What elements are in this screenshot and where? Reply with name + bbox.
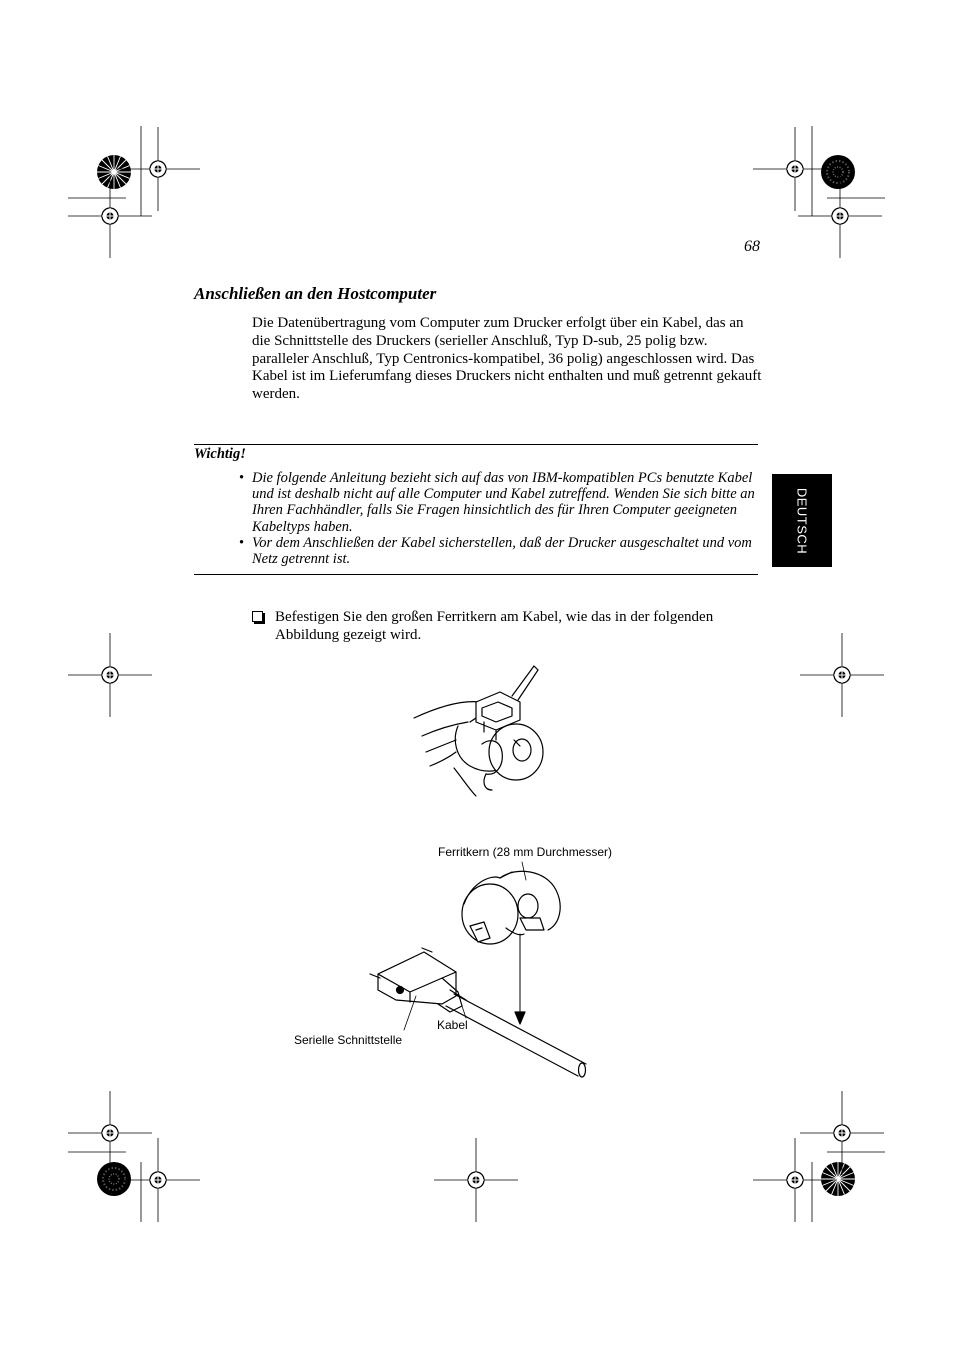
bullet-icon: • bbox=[239, 470, 245, 486]
registration-mark-icon bbox=[434, 1138, 518, 1222]
registration-mark-icon bbox=[800, 633, 884, 717]
star-target-icon bbox=[97, 155, 131, 189]
note-title: Wichtig! bbox=[194, 446, 246, 462]
language-side-tab bbox=[772, 474, 832, 567]
section-title: Anschließen an den Hostcomputer bbox=[194, 284, 437, 303]
step-instruction bbox=[252, 609, 762, 645]
page-number: 68 bbox=[744, 238, 760, 255]
note-item-text: Vor dem Anschließen der Kabel sicherstellen, daß der Drucker ausgeschaltet und vom Netz getrennt ist. bbox=[252, 534, 752, 568]
dot-target-icon bbox=[97, 1162, 131, 1196]
registration-mark-icon bbox=[68, 1091, 152, 1175]
note-bottom-rule bbox=[194, 574, 758, 575]
note-list bbox=[236, 470, 756, 567]
registration-mark-icon bbox=[800, 1091, 884, 1175]
bullet-icon: • bbox=[239, 534, 245, 551]
note-item bbox=[236, 470, 756, 535]
ferrite-core-opening-illustration bbox=[414, 666, 543, 796]
ferrite-core-label: Ferritkern (28 mm Durchmesser) bbox=[438, 845, 613, 859]
star-target-icon bbox=[821, 1162, 855, 1196]
registration-mark-icon bbox=[753, 127, 837, 211]
note-top-rule bbox=[194, 444, 758, 445]
checkbox-icon bbox=[252, 611, 263, 622]
side-tab-label: DEUTSCH bbox=[794, 487, 810, 554]
registration-mark-icon bbox=[68, 633, 152, 717]
note-item bbox=[236, 535, 756, 567]
dot-target-icon bbox=[821, 155, 855, 189]
note-item-text: Die folgende Anleitung bezieht sich auf das von IBM-kompatiblen PCs benutzte Kabel und ist deshalb nicht auf alle Computer und Kabel zutreffend. Wenden Sie sich bitte an Ihren Fachhändler, falls Sie Fragen hinsichtlich des für Ihren Computer geeigneten Kabeltyps haben. bbox=[252, 470, 755, 535]
step-text: Befestigen Sie den großen Ferritkern am Kabel, wie das in der folgenden Abbildung gezeigt wird. bbox=[275, 609, 714, 643]
cable-label: Kabel bbox=[437, 1018, 468, 1032]
body-paragraph: Die Datenübertragung vom Computer zum Drucker erfolgt über ein Kabel, das an die Schnittstelle des Druckers (serieller Anschluß, Typ D-sub, 25 polig bzw. paralleler Anschluß, Typ Centronics-kompatibel, 36 polig) angeschlossen wird. Das Kabel ist im Lieferumfang dieses Druckers nicht enthalten und muß getrennt gekauft werden. bbox=[252, 315, 762, 403]
registration-mark-icon bbox=[753, 1138, 837, 1222]
interface-label: Serielle Schnittstelle bbox=[294, 1033, 403, 1047]
ferrite-core-cable-illustration bbox=[370, 862, 586, 1077]
registration-mark-icon bbox=[116, 1138, 200, 1222]
registration-mark-icon bbox=[116, 127, 200, 211]
registration-mark-icon bbox=[798, 174, 882, 258]
registration-mark-icon bbox=[68, 174, 152, 258]
crop-marks bbox=[68, 126, 885, 1222]
